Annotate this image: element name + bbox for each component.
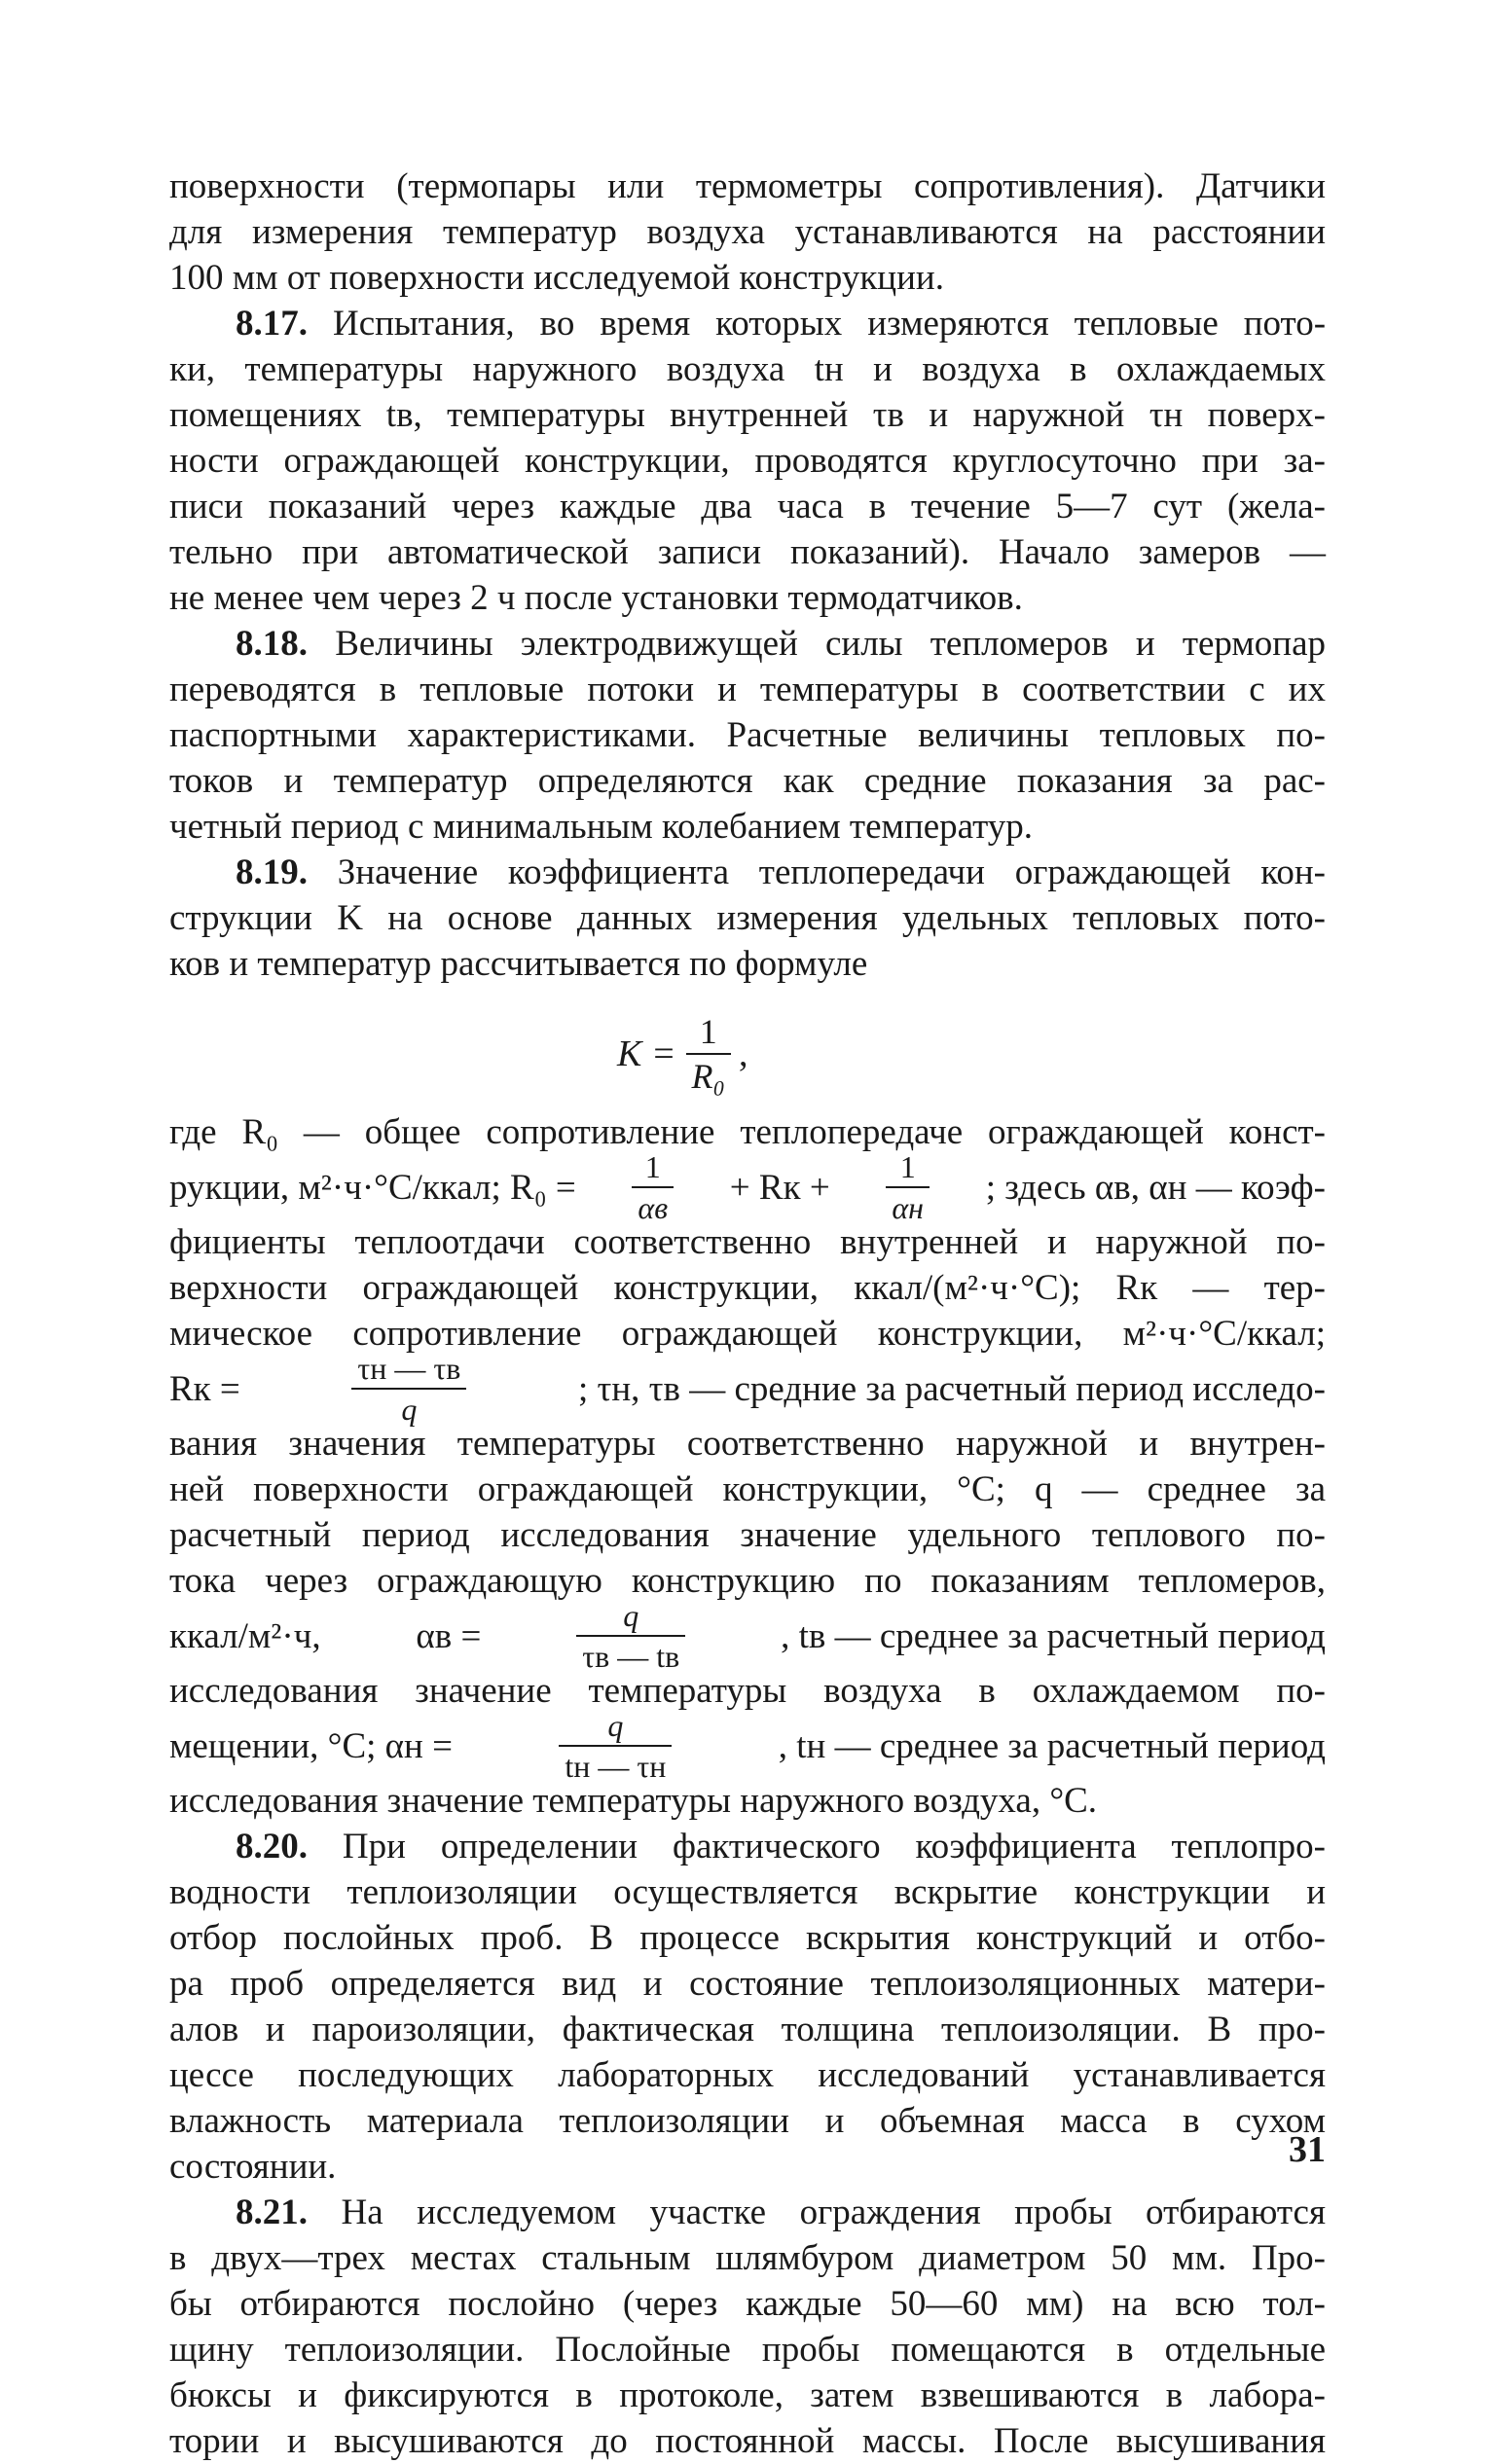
paragraph-number: 8.17. [236,304,308,344]
text-line: токов и температур определяются как средние показания за рас- [169,761,1326,801]
text-line: мическое сопротивление ограждающей конструкции, м²·ч·°С/ккал; [169,1314,1326,1354]
text-line: ности ограждающей конструкции, проводятся круглосуточно при за- [169,441,1326,481]
text-line: для измерения температур воздуха устанавливаются на расстоянии [169,212,1326,252]
text-line: щину теплоизоляции. Послойные пробы помещаются в отдельные [169,2330,1326,2370]
text-line: струкции K на основе данных измерения удельных тепловых пото- [169,898,1326,938]
text-line: бюксы и фиксируются в протоколе, затем взвешиваются в лабора- [169,2375,1326,2415]
text-line: четный период с минимальным колебанием температур. [169,807,1034,847]
fraction: $\frac{\tau н — \tau в}{q}$ [351,1353,466,1425]
paragraph-8-20: 8.20. При определении фактического коэффициента теплопро- [236,1827,1326,1866]
text-line: состоянии. [169,2147,337,2187]
formula-line-r0: рукции, м²·ч·°С/ккал; R₀ = $\frac{1}{\alpha в}$ + Rк + $\frac{1}{\alpha н}$ ; здесь αв, αн — коэф- [169,1149,1326,1225]
formula-line-rk: Rк = $\frac{\tau н — \tau в}{q}$ ; τн, τв — средние за расчетный период исследо- [169,1351,1326,1427]
text-line: поверхности (термопары или термометры сопротивления). Датчики [169,166,1326,206]
text-line: исследования значение температуры воздуха в охлаждаемом по- [169,1671,1326,1711]
text-line: верхности ограждающей конструкции, ккал/(м²·ч·°С); Rк — тер- [169,1268,1326,1308]
page-number: 31 [1289,2129,1326,2170]
text-line: ков и температур рассчитывается по формуле [169,944,868,984]
text-line: не менее чем через 2 ч после установки термодатчиков. [169,578,1023,618]
page-body [169,163,1326,2464]
text-line: ки, температуры наружного воздуха tн и воздуха в охлаждаемых [169,349,1326,389]
paragraph-number: 8.19. [236,852,308,892]
text-line: расчетный период исследования значение удельного теплового по- [169,1515,1326,1555]
text-line: тельно при автоматической записи показаний). Начало замеров — [169,532,1326,572]
text-line: 100 мм от поверхности исследуемой конструкции. [169,258,944,298]
text-line: ра проб определяется вид и состояние теплоизоляционных матери- [169,1964,1326,2004]
fraction: $\frac{q}{\tau в — tв}$ [576,1600,685,1672]
formula-fraction: $\frac{1}{\text{R₀}}$ [686,1014,732,1094]
text-line: ней поверхности ограждающей конструкции, °С; q — среднее за [169,1469,1326,1509]
formula-line-alpha-v: ккал/м²·ч, αв = $\frac{q}{\tau в — tв}$ , tв — среднее за расчетный период [169,1598,1326,1674]
paragraph-number: 8.21. [236,2192,308,2232]
paragraph-number: 8.20. [236,1827,308,1866]
text-line: алов и пароизоляции, фактическая толщина теплоизоляции. В про- [169,2010,1326,2049]
text-line: паспортными характеристиками. Расчетные величины тепловых по- [169,715,1326,755]
paragraph-8-19: 8.19. Значение коэффициента теплопередачи ограждающей кон- [236,852,1327,892]
fraction: $\frac{1}{\alpha н}$ [886,1151,930,1223]
formula-k: K = $\frac{1}{\text{R₀}}$ , [617,1012,748,1096]
text-line: исследования значение температуры наружного воздуха, °С. [169,1781,1098,1821]
fraction: $\frac{q}{tн — \tau н}$ [559,1710,672,1782]
text-line: фициенты теплоотдачи соответственно внутренней и наружной по- [169,1222,1326,1262]
paragraph-8-18: 8.18. Величины электродвижущей силы тепломеров и термопар [236,624,1326,664]
text-line: вания значения температуры соответственно наружной и внутрен- [169,1424,1326,1464]
text-line: влажность материала теплоизоляции и объемная масса в сухом [169,2101,1326,2141]
text-line: помещениях tв, температуры внутренней τв и наружной τн поверх- [169,395,1326,435]
text-line: в двух—трех местах стальным шлямбуром диаметром 50 мм. Про- [169,2238,1326,2278]
text-line: отбор послойных проб. В процессе вскрытия конструкций и отбо- [169,1918,1326,1958]
paragraph-number: 8.18. [236,624,308,664]
text-line: писи показаний через каждые два часа в течение 5—7 сут (жела- [169,487,1326,526]
text-line: тока через ограждающую конструкцию по показаниям тепломеров, [169,1561,1326,1601]
text-line: водности теплоизоляции осуществляется вскрытие конструкции и [169,1872,1326,1912]
text-line: где R₀ — общее сопротивление теплопередаче ограждающей конст- [169,1112,1326,1152]
paragraph-8-17: 8.17. Испытания, во время которых измеряются тепловые пото- [236,304,1327,344]
formula-lhs: K = [617,1033,676,1074]
fraction: $\frac{1}{\alpha в}$ [632,1151,674,1223]
text-line: бы отбираются послойно (через каждые 50—60 мм) на всю тол- [169,2284,1326,2324]
text-line: цессе последующих лабораторных исследований устанавливается [169,2055,1326,2095]
paragraph-8-21: 8.21. На исследуемом участке ограждения пробы отбираются [236,2192,1326,2232]
formula-line-alpha-n: мещении, °С; αн = $\frac{q}{tн — \tau н}$ , tн — среднее за расчетный период [169,1708,1326,1784]
text-line: тории и высушиваются до постоянной массы. После высушивания [169,2421,1326,2461]
text-line: переводятся в тепловые потоки и температуры в соответствии с их [169,670,1326,709]
